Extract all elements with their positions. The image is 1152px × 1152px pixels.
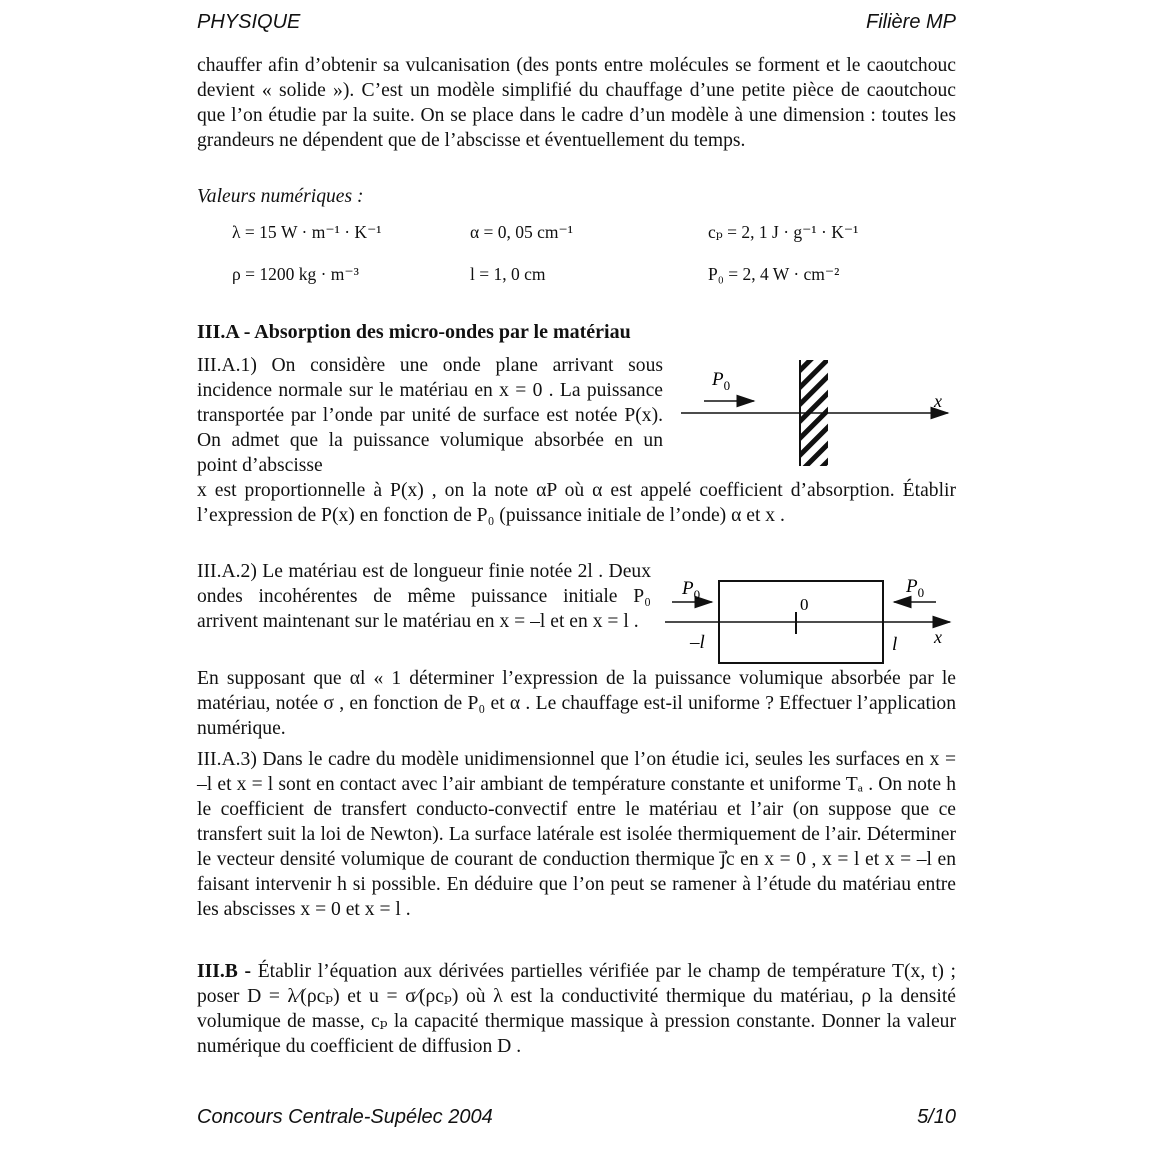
value-rho: ρ = 1200 kg · m⁻³	[232, 264, 359, 284]
fig1-p0-label: $P_0$	[712, 369, 731, 393]
section-b	[197, 959, 956, 1059]
section-b-text: Établir l’équation aux dérivées partielles vérifiée par le champ de température T(x, t) ; poser D = λ⁄(ρcₚ) et u = σ⁄(ρcₚ) où λ est la conductivité thermique du matériau, ρ la densité volumique de masse, cₚ la capacité thermique massique à pression constante. Donner la valeur numérique du coefficient de diffusion D .	[197, 961, 956, 1057]
header-track: Filière MP	[865, 11, 956, 33]
fig2-x-label: x	[934, 627, 942, 647]
fig2-origin-label: 0	[800, 595, 809, 614]
footer-page-number: 5/10	[917, 1106, 956, 1128]
section-a-title: III.A - Absorption des micro-ondes par le matériau	[197, 321, 631, 343]
question-a1-narrow: III.A.1) On considère une onde plane arrivant sous incidence normale sur le matériau en x = 0 . La puissance transportée par l’onde par unité de surface est notée P(x). On admet que la puissance volumique absorbée en un point d’abscisse	[197, 355, 663, 476]
page-header	[197, 11, 956, 34]
question-a3: III.A.3) Dans le cadre du modèle unidimensionnel que l’on étudie ici, seules les surfaces en x = –l et x = l sont en contact avec l’air ambiant de température constante et uniforme Tₐ . On note h le coefficient de transfert conducto-convectif entre le matériau et l’air (on suppose que ce transfert suit la loi de Newton). La surface latérale est isolée thermiquement de l’air. Déterminer le vecteur densité volumique de courant de conduction thermique j⃗c en x = 0 , x = l et x = –l en faisant intervenir h si possible. En déduire que l’on peut se ramener à l’étude du matériau entre les abscisses x = 0 et x = l .	[197, 749, 956, 920]
fig2-l-label: l	[892, 634, 898, 655]
fig2-left-p0-label: $P_0$	[682, 578, 701, 602]
value-cp: cₚ = 2, 1 J · g⁻¹ · K⁻¹	[708, 222, 859, 242]
figure-finite-material	[660, 570, 956, 670]
header-subject: PHYSIQUE	[197, 11, 301, 33]
fig2-right-p0-label: $P_0$	[906, 576, 925, 600]
numeric-values	[232, 218, 932, 298]
value-p0: P₀ = 2, 4 W · cm⁻²	[708, 264, 840, 284]
figure-incident-wave	[676, 355, 956, 475]
question-a2-narrow: III.A.2) Le matériau est de longueur finie notée 2l . Deux ondes incohérentes de même puissance initiale P₀ arrivent maintenant sur le matériau en x = –l et en x = l .	[197, 561, 651, 632]
question-a1-full: x est proportionnelle à P(x) , on la note αP où α est appelé coefficient d’absorption. Établir l’expression de P(x) en fonction de P₀ (puissance initiale de l’onde) α et x .	[197, 480, 956, 526]
question-a2-full: En supposant que αl « 1 déterminer l’expression de la puissance volumique absorbée par le matériau, notée σ , en fonction de P₀ et α . Le chauffage est-il uniforme ? Effectuer l’application numérique.	[197, 668, 956, 739]
value-lambda: λ = 15 W · m⁻¹ · K⁻¹	[232, 222, 382, 242]
value-l: l = 1, 0 cm	[470, 264, 546, 284]
footer-contest: Concours Centrale-Supélec 2004	[197, 1106, 493, 1128]
section-b-label: III.B -	[197, 961, 252, 982]
intro-paragraph: chauffer afin d’obtenir sa vulcanisation (des ponts entre molécules se forment et le caoutchouc devient « solide »). C’est un modèle simplifié du chauffage d’une petite pièce de caoutchouc que l’on étudie par la suite. On se place dans le cadre d’un modèle à une dimension : toutes les grandeurs ne dépendent que de l’abscisse et éventuellement du temps.	[197, 55, 956, 151]
values-title: Valeurs numériques :	[197, 186, 364, 207]
page-footer	[197, 1106, 956, 1129]
fig2-minus-l-label: –l	[690, 632, 705, 653]
value-alpha: α = 0, 05 cm⁻¹	[470, 222, 574, 242]
fig1-x-label: x	[934, 391, 942, 411]
